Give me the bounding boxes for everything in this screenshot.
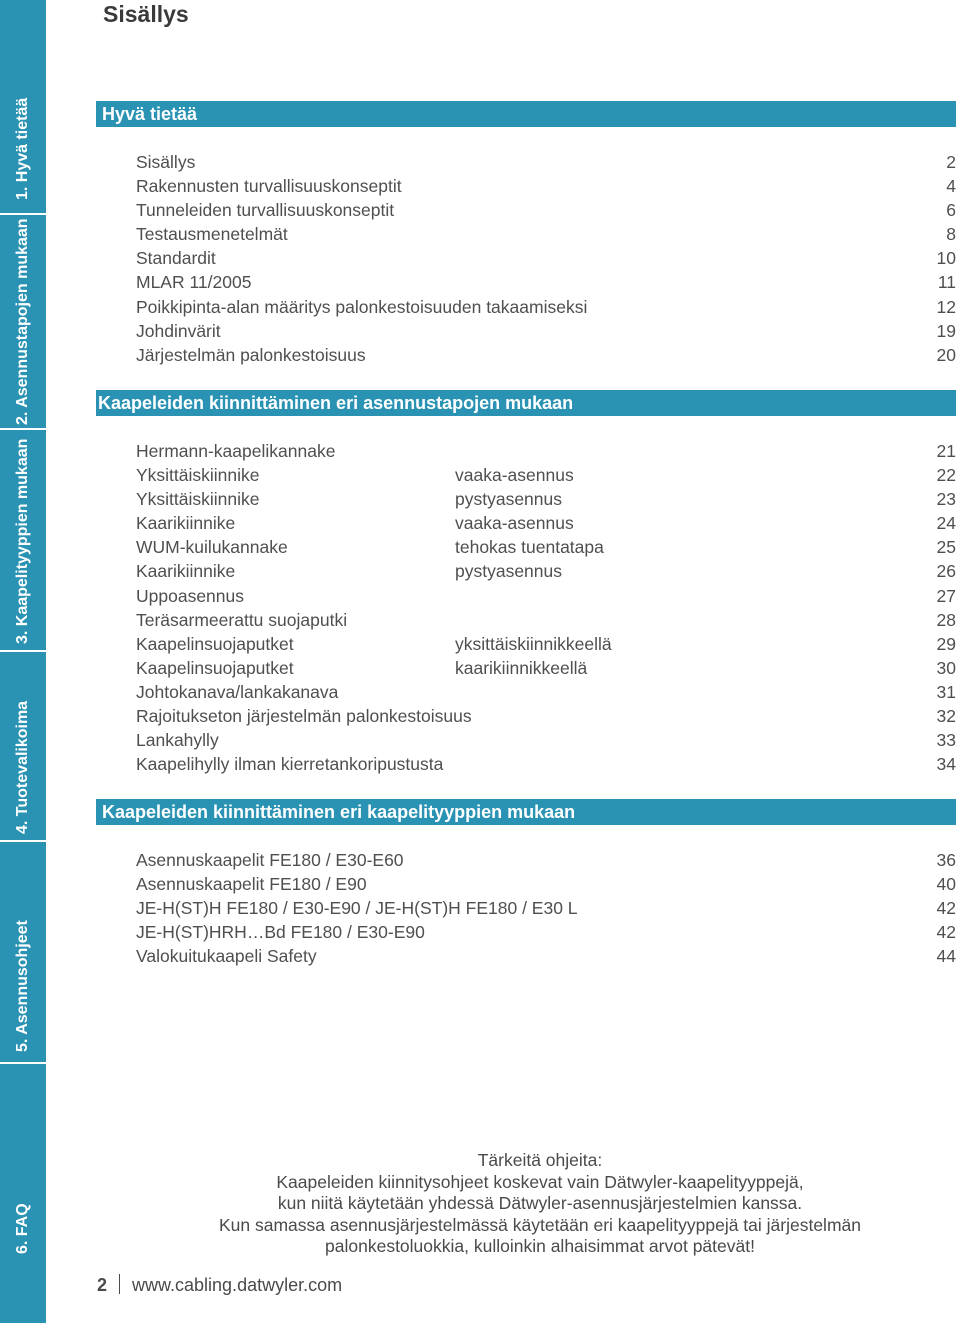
toc-entry-page: 42 [936, 898, 956, 919]
toc-entry-title: Rakennusten turvallisuuskonseptit [136, 176, 402, 197]
toc-entry-page: 10 [936, 248, 956, 269]
notice-line: kun niitä käytetään yhdessä Dätwyler-asennusjärjestelmien kanssa. [277, 1193, 803, 1214]
section-header-hyva-tietaa: Hyvä tietää [96, 101, 956, 127]
footer-page-number: 2 [97, 1275, 108, 1295]
toc-entry[interactable] [136, 584, 956, 608]
toc-entry[interactable] [136, 680, 956, 704]
chapter-tab-label: 6. FAQ [14, 1203, 31, 1254]
toc-entry-title: Rajoitukseton järjestelmän palonkestoisuus [136, 706, 472, 727]
toc-entry[interactable] [136, 704, 956, 728]
toc-entry[interactable] [136, 319, 956, 343]
toc-entry-subtitle: tehokas tuentatapa [455, 537, 604, 558]
toc-entry[interactable] [136, 439, 956, 463]
toc-entry-page: 33 [936, 730, 956, 751]
toc-entry-title: Järjestelmän palonkestoisuus [136, 344, 366, 365]
toc-entry-title: Asennuskaapelit FE180 / E90 [136, 874, 367, 895]
toc-entry[interactable] [136, 535, 956, 559]
toc-entry[interactable] [136, 222, 956, 246]
toc-entry[interactable] [136, 728, 956, 752]
toc-entry[interactable] [136, 198, 956, 222]
chapter-tab-kaapelityyppien-mukaan[interactable] [0, 430, 46, 652]
toc-entry-page: 34 [936, 754, 956, 775]
toc-entry-page: 19 [936, 320, 956, 341]
toc-entry[interactable] [136, 848, 956, 872]
toc-list-kaapelityyppien-mukaan [136, 848, 956, 968]
toc-entry-page: 28 [936, 609, 956, 630]
notice-line: Kun samassa asennusjärjestelmässä käytetään eri kaapelityyppejä tai järjestelmän [218, 1214, 861, 1235]
notice-heading: Tärkeitä ohjeita: [477, 1150, 603, 1170]
toc-entry-page: 32 [936, 706, 956, 727]
toc-entry-subtitle: kaarikiinnikkeellä [455, 657, 588, 678]
toc-entry-page: 42 [936, 922, 956, 943]
toc-entry-page: 20 [936, 344, 956, 365]
toc-entry[interactable] [136, 343, 956, 367]
chapter-tab-label: 5. Asennusohjeet [14, 920, 31, 1052]
toc-entry-page: 23 [936, 489, 956, 510]
toc-entry-page: 22 [936, 465, 956, 486]
toc-entry-subtitle: vaaka-asennus [455, 513, 574, 534]
toc-entry-page: 25 [936, 537, 956, 558]
toc-entry-title: JE-H(ST)H FE180 / E30-E90 / JE-H(ST)H FE180 / E30 L [136, 898, 578, 919]
toc-list-asennustapojen-mukaan [136, 439, 956, 776]
toc-entry-title: Kaarikiinnike [136, 561, 236, 582]
toc-entry-title: Teräsarmeerattu suojaputki [136, 609, 348, 630]
notice-line: Kaapeleiden kiinnitysohjeet koskevat vain Dätwyler-kaapelityyppejä, [276, 1171, 804, 1192]
toc-entry[interactable] [136, 559, 956, 583]
toc-entry[interactable] [136, 944, 956, 968]
chapter-tab-label: 3. Kaapelityyppien mukaan [14, 438, 31, 644]
toc-entry-title: Kaarikiinnike [136, 513, 236, 534]
toc-entry[interactable] [136, 487, 956, 511]
toc-entry-page: 40 [936, 874, 956, 895]
toc-entry-title: Johtokanava/lankakanava [136, 681, 339, 702]
toc-entry[interactable] [136, 511, 956, 535]
toc-entry[interactable] [136, 150, 956, 174]
footer-divider [119, 1274, 120, 1294]
toc-entry-title: Tunneleiden turvallisuuskonseptit [136, 200, 395, 221]
chapter-tab-label: 4. Tuotevalikoima [14, 700, 31, 834]
toc-entry-page: 21 [936, 441, 956, 461]
toc-entry-title: Asennuskaapelit FE180 / E30-E60 [136, 850, 404, 870]
toc-entry[interactable] [136, 463, 956, 487]
toc-list-hyva-tietaa [136, 150, 956, 367]
page-footer [97, 1272, 342, 1298]
notice-line: palonkestoluokkia, kulloinkin alhaisimmat arvot pätevät! [325, 1236, 755, 1257]
toc-entry[interactable] [136, 174, 956, 198]
toc-entry[interactable] [136, 246, 956, 270]
toc-entry-page: 44 [936, 946, 956, 967]
toc-entry-title: Testausmenetelmät [136, 224, 288, 245]
toc-entry-page: 30 [936, 657, 956, 678]
toc-entry-title: Yksittäiskiinnike [136, 489, 260, 510]
toc-entry[interactable] [136, 608, 956, 632]
toc-entry-page: 6 [946, 200, 956, 221]
toc-entry[interactable] [136, 295, 956, 319]
chapter-tab-asennustapojen-mukaan[interactable] [0, 215, 46, 430]
toc-entry[interactable] [136, 656, 956, 680]
toc-entry-page: 8 [946, 224, 956, 245]
toc-entry[interactable] [136, 920, 956, 944]
toc-entry-title: JE-H(ST)HRH…Bd FE180 / E30-E90 [136, 922, 425, 943]
section-header-asennustapojen-mukaan: Kaapeleiden kiinnittäminen eri asennustapojen mukaan [96, 390, 956, 416]
toc-entry-title: Sisällys [136, 152, 196, 172]
chapter-tab-label: 1. Hyvä tietää [14, 97, 31, 200]
toc-entry-page: 2 [946, 152, 956, 172]
important-notice [140, 1150, 940, 1258]
chapter-tab-asennusohjeet[interactable] [0, 842, 46, 1064]
toc-entry-title: Standardit [136, 248, 216, 269]
toc-entry-title: MLAR 11/2005 [136, 272, 252, 293]
section-header-kaapelityyppien-mukaan: Kaapeleiden kiinnittäminen eri kaapelityyppien mukaan [96, 799, 956, 825]
toc-entry-title: Hermann-kaapelikannake [136, 441, 336, 461]
toc-entry-title: Kaapelinsuojaputket [136, 657, 294, 678]
toc-entry[interactable] [136, 270, 956, 294]
toc-entry-page: 31 [936, 681, 956, 702]
toc-entry-subtitle: pystyasennus [455, 489, 563, 510]
chapter-nav-rail [0, 0, 46, 1323]
toc-entry[interactable] [136, 752, 956, 776]
toc-entry-title: WUM-kuilukannake [136, 537, 288, 558]
toc-entry[interactable] [136, 896, 956, 920]
toc-entry-subtitle: pystyasennus [455, 561, 563, 582]
toc-entry-title: Valokuitukaapeli Safety [136, 946, 317, 967]
toc-entry-page: 24 [936, 513, 956, 534]
toc-entry-page: 27 [936, 585, 956, 606]
toc-entry-page: 26 [936, 561, 956, 582]
chapter-tab-faq[interactable] [0, 1064, 46, 1323]
toc-entry-page: 11 [937, 272, 956, 293]
chapter-tab-tuotevalikoima[interactable] [0, 652, 46, 842]
toc-entry-page: 36 [936, 850, 956, 870]
toc-entry-title: Uppoasennus [136, 585, 244, 606]
toc-entry-subtitle: vaaka-asennus [455, 465, 574, 486]
page-title: Sisällys [103, 1, 189, 27]
toc-entry-subtitle: yksittäiskiinnikkeellä [455, 633, 612, 654]
footer-url-link[interactable]: www.cabling.datwyler.com [132, 1275, 343, 1295]
chapter-tab-hyva-tietaa[interactable] [0, 0, 46, 215]
toc-entry[interactable] [136, 632, 956, 656]
toc-entry-page: 4 [946, 176, 956, 197]
toc-entry-title: Kaapelihylly ilman kierretankoripustusta [136, 754, 444, 775]
toc-entry[interactable] [136, 872, 956, 896]
toc-entry-page: 12 [936, 296, 956, 317]
toc-entry-title: Poikkipinta-alan määritys palonkestoisuuden takaamiseksi [136, 296, 588, 317]
toc-entry-title: Johdinvärit [136, 320, 221, 341]
chapter-tab-label: 2. Asennustapojen mukaan [14, 218, 31, 425]
toc-entry-title: Lankahylly [136, 730, 219, 751]
toc-entry-title: Kaapelinsuojaputket [136, 633, 294, 654]
toc-entry-page: 29 [936, 633, 956, 654]
toc-entry-title: Yksittäiskiinnike [136, 465, 260, 486]
